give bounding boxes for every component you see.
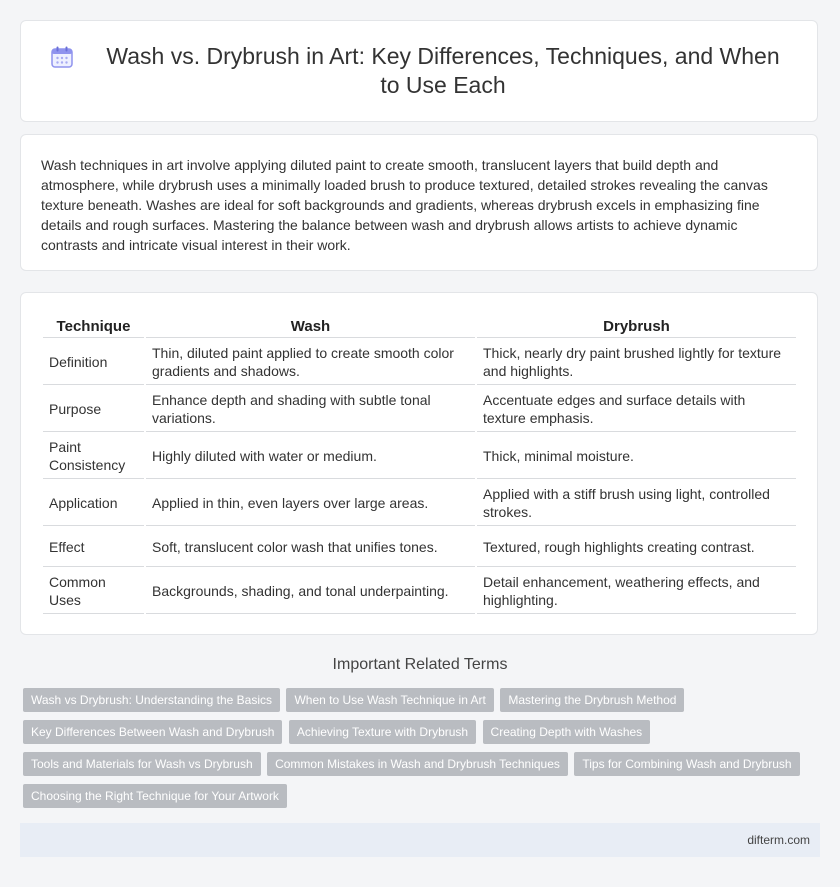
related-term-tag[interactable]: Tips for Combining Wash and Drybrush (574, 752, 799, 776)
calendar-icon (49, 44, 75, 70)
wash-cell: Highly diluted with water or medium. (146, 434, 475, 479)
comparison-table (41, 309, 798, 616)
drybrush-cell: Textured, rough highlights creating contrast. (477, 528, 796, 567)
drybrush-cell: Thick, minimal moisture. (477, 434, 796, 479)
column-header-wash: Wash (146, 311, 475, 338)
site-link[interactable]: difterm.com (747, 833, 810, 847)
row-label: Effect (43, 528, 144, 567)
row-label: Definition (43, 340, 144, 385)
table-header-row (43, 311, 796, 338)
table-row (43, 569, 796, 614)
wash-cell: Thin, diluted paint applied to create smooth color gradients and shadows. (146, 340, 475, 385)
table-row (43, 528, 796, 567)
footer (20, 823, 820, 857)
wash-cell: Enhance depth and shading with subtle tonal variations. (146, 387, 475, 432)
drybrush-cell: Accentuate edges and surface details with texture emphasis. (477, 387, 796, 432)
column-header-drybrush: Drybrush (477, 311, 796, 338)
related-term-tag[interactable]: Mastering the Drybrush Method (500, 688, 684, 712)
drybrush-cell: Detail enhancement, weathering effects, and highlighting. (477, 569, 796, 614)
row-label: Common Uses (43, 569, 144, 614)
drybrush-cell: Applied with a stiff brush using light, controlled strokes. (477, 481, 796, 526)
comparison-table-card (20, 292, 818, 635)
row-label: Paint Consistency (43, 434, 144, 479)
wash-cell: Applied in thin, even layers over large areas. (146, 481, 475, 526)
page-title: Wash vs. Drybrush in Art: Key Differences, Techniques, and When to Use Each (106, 43, 780, 98)
header (49, 42, 789, 100)
related-term-tag[interactable]: Tools and Materials for Wash vs Drybrush (23, 752, 261, 776)
related-terms-list (22, 688, 822, 816)
column-header-technique: Technique (43, 311, 144, 338)
related-term-tag[interactable]: Choosing the Right Technique for Your Artwork (23, 784, 287, 808)
table-row (43, 340, 796, 385)
table-row (43, 481, 796, 526)
table-row (43, 387, 796, 432)
header-card (20, 20, 818, 122)
drybrush-cell: Thick, nearly dry paint brushed lightly for texture and highlights. (477, 340, 796, 385)
related-term-tag[interactable]: Creating Depth with Washes (483, 720, 651, 744)
related-term-tag[interactable]: Wash vs Drybrush: Understanding the Basics (23, 688, 280, 712)
row-label: Application (43, 481, 144, 526)
related-term-tag[interactable]: When to Use Wash Technique in Art (286, 688, 493, 712)
related-term-tag[interactable]: Common Mistakes in Wash and Drybrush Techniques (267, 752, 568, 776)
related-term-tag[interactable]: Achieving Texture with Drybrush (289, 720, 476, 744)
related-term-tag[interactable]: Key Differences Between Wash and Drybrush (23, 720, 282, 744)
intro-paragraph: Wash techniques in art involve applying diluted paint to create smooth, translucent layers that build depth and atmosphere, while drybrush uses a minimally loaded brush to produce textured, detailed strokes revealing the canvas texture beneath. Washes are ideal for soft backgrounds and gradients, whereas drybrush excels in emphasizing fine details and rough surfaces. Mastering the balance between wash and drybrush allows artists to achieve dynamic contrasts and intricate visual interest in their work. (41, 157, 768, 253)
table-row (43, 434, 796, 479)
wash-cell: Backgrounds, shading, and tonal underpainting. (146, 569, 475, 614)
intro-card (20, 134, 818, 271)
related-terms-title: Important Related Terms (332, 656, 508, 673)
wash-cell: Soft, translucent color wash that unifies tones. (146, 528, 475, 567)
row-label: Purpose (43, 387, 144, 432)
